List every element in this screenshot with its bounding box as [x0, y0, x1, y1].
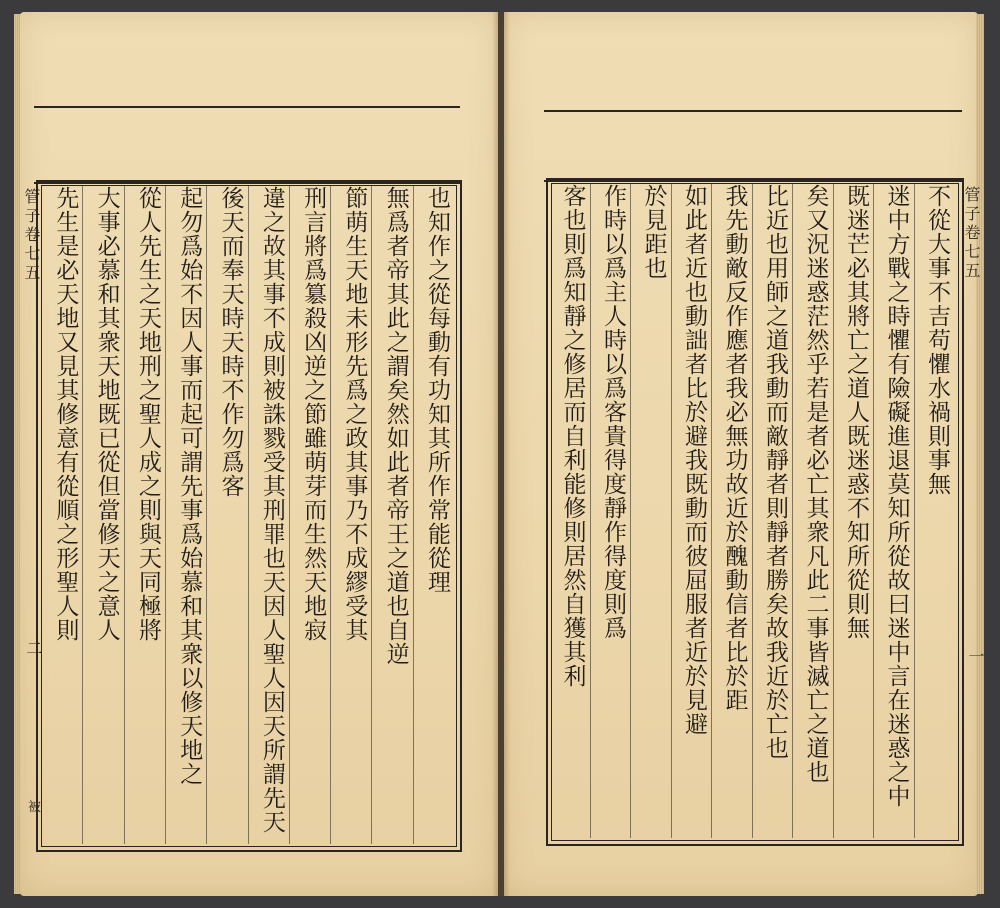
- right-column-9: 作時以爲主人時以爲客貴得度靜作得度則爲: [590, 184, 631, 838]
- left-column-2: 無爲者帝其此之謂矣然如此者帝王之道也自逆: [371, 186, 412, 844]
- right-header-band: [544, 110, 962, 182]
- left-column-9: 大事必慕和其衆天地既已從但當修天之意人: [82, 186, 123, 844]
- right-margin-volume: 卷七五: [962, 224, 981, 281]
- left-column-10: 先生是必天地又見其修意有從順之形聖人則: [52, 186, 79, 642]
- right-column-2: 迷中方戰之時懼有險礙進退莫知所從故曰迷中言在迷惑之中: [873, 184, 914, 838]
- left-column-1: 也知作之從每動有功知其所作常能從理: [413, 186, 454, 844]
- left-column-3: 節萌生天地未形先爲之政其事乃不成繆受其: [330, 186, 371, 844]
- left-header-band: [34, 106, 460, 184]
- left-page-number: 二: [24, 640, 43, 656]
- right-page-number: 一: [966, 648, 985, 664]
- left-column-5: 違之故其事不成則被誅戮受其刑罪也天因人聖人因天所謂先天: [248, 186, 289, 844]
- right-column-4: 矣又況迷惑茫然乎若是者必亡其衆凡此二事皆滅亡之道也: [792, 184, 833, 838]
- left-margin-book-title: 管子: [22, 188, 41, 226]
- right-page-edge: [976, 14, 984, 894]
- right-column-7: 如此者近也動詘者比於避我既動而彼屈服者近於見避: [671, 184, 712, 838]
- left-column-7: 起勿爲始不因人事而起可謂先事爲始慕和其衆以修天地之: [165, 186, 206, 844]
- left-column-8: 從人先生之天地刑之聖人成之則與天同極將: [124, 186, 165, 844]
- right-column-3: 既迷芒必其將亡之道人既迷惑不知所從則無: [833, 184, 874, 838]
- left-margin-title: [20, 188, 43, 368]
- left-text-columns: [42, 186, 454, 844]
- left-column-4: 刑言將爲簒殺凶逆之節雖萌芽而生然天地寂: [289, 186, 330, 844]
- right-column-6: 我先動敵反作應者我必無功故近於醜動信者比於距: [711, 184, 752, 838]
- left-margin-volume: 卷七五: [22, 226, 41, 283]
- right-margin-title: [960, 186, 983, 366]
- right-column-10: 客也則爲知靜之修居而自利能修則居然自獲其利: [559, 184, 586, 688]
- left-column-6: 後天而奉天時天時不作勿爲客: [206, 186, 247, 844]
- book-gutter: [492, 12, 510, 896]
- right-column-8: 於見距也: [630, 184, 671, 838]
- left-corner-char: 被: [28, 800, 42, 815]
- right-margin-book-title: 管子: [962, 186, 981, 224]
- right-text-columns: [550, 184, 954, 838]
- right-column-5: 比近也用師之道我動而敵靜者則靜者勝矣故我近於亡也: [752, 184, 793, 838]
- right-column-1: 不從大事不吉苟懼水禍則事無: [914, 184, 955, 838]
